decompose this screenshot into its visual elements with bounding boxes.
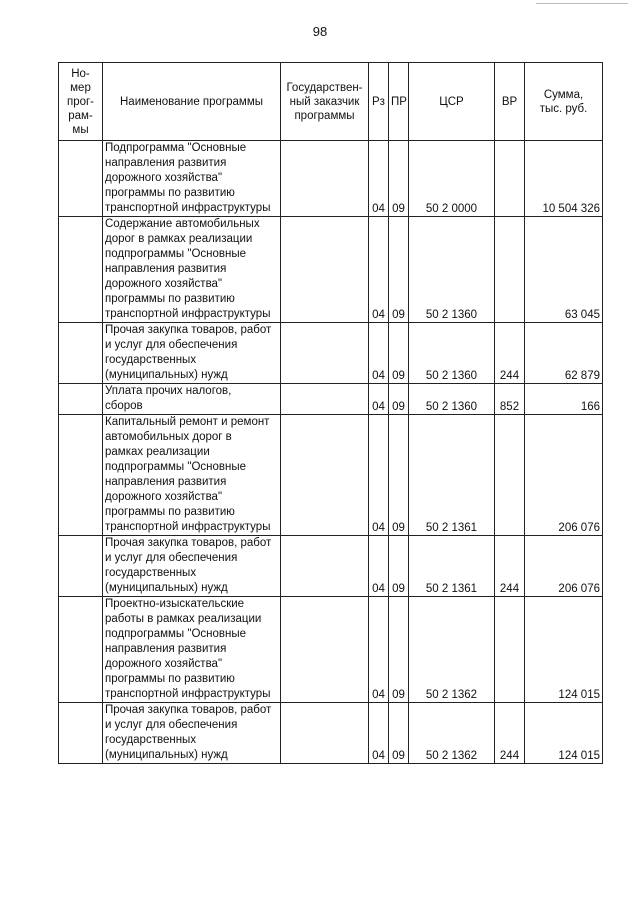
vr-cell [495,597,525,703]
pr-cell [389,597,409,703]
csr-text: 50 2 1361 [425,522,478,534]
sum-cell [525,703,603,764]
pr-cell [389,536,409,597]
table-row [59,415,603,536]
pr-text: 09 [392,309,405,321]
row-num-cell [59,597,103,703]
sum-cell [525,217,603,323]
customer-cell [281,597,369,703]
header-sum: Сумма, тыс. руб. [525,63,603,141]
rz-text: 04 [372,401,385,413]
csr-cell [409,323,495,384]
rz-text: 04 [372,203,385,215]
program-name-text: Прочая закупка товаров, работ и услуг для обеспечения государственных (муниципальных) нужд [105,324,272,381]
header-num: Но- мер прог- рам- мы [59,63,103,141]
pr-cell [389,141,409,217]
customer-cell [281,323,369,384]
program-name-cell [103,141,281,217]
sum-cell [525,597,603,703]
pr-cell [389,384,409,415]
csr-text: 50 2 1362 [425,689,478,701]
csr-cell [409,217,495,323]
csr-text: 50 2 1360 [425,309,478,321]
customer-cell [281,536,369,597]
rz-text: 04 [372,689,385,701]
csr-text: 50 2 1360 [425,370,478,382]
sum-cell [525,323,603,384]
rz-text: 04 [372,370,385,382]
rz-cell [369,384,389,415]
csr-cell [409,703,495,764]
program-name-text: Прочая закупка товаров, работ и услуг для обеспечения государственных (муниципальных) нужд [105,704,272,761]
header-vr: ВР [495,63,525,141]
pr-text: 09 [392,522,405,534]
csr-text: 50 2 1361 [425,583,478,595]
row-num-cell [59,217,103,323]
pr-cell [389,217,409,323]
rz-cell [369,536,389,597]
table-row [59,217,603,323]
sum-cell [525,415,603,536]
page-number: 98 [312,24,328,39]
row-num-cell [59,703,103,764]
header-rz: Рз [369,63,389,141]
header-name: Наименование программы [103,63,281,141]
table-row [59,141,603,217]
table-row [59,536,603,597]
vr-cell [495,141,525,217]
sum-text: 124 015 [558,689,600,701]
rz-cell [369,323,389,384]
customer-cell [281,703,369,764]
pr-cell [389,323,409,384]
vr-cell [495,384,525,415]
vr-text: 852 [499,401,520,413]
row-num-cell [59,384,103,415]
customer-cell [281,217,369,323]
table-row [59,703,603,764]
rz-cell [369,415,389,536]
budget-table [58,62,603,764]
program-name-cell [103,415,281,536]
vr-text: 244 [499,370,520,382]
rz-text: 04 [372,750,385,762]
table-row [59,384,603,415]
customer-cell [281,141,369,217]
rz-cell [369,703,389,764]
rz-cell [369,217,389,323]
header-row [59,63,603,141]
program-name-text: Капитальный ремонт и ремонт автомобильных дорог в рамках реализации подпрограммы "Основные направления развития дорожного хозяйства" программы по развитию транспортной инфраструктуры [105,416,271,533]
program-name-cell [103,536,281,597]
sum-cell [525,141,603,217]
program-name-text: Проектно-изыскательские работы в рамках реализации подпрограммы "Основные направления развития дорожного хозяйства" программы по развитию транспортной инфраструктуры [105,598,271,700]
csr-text: 50 2 0000 [425,203,478,215]
vr-cell [495,415,525,536]
vr-text: 244 [499,583,520,595]
sum-text: 10 504 326 [542,203,600,215]
rz-text: 04 [372,583,385,595]
csr-cell [409,597,495,703]
rz-text: 04 [372,522,385,534]
sum-text: 166 [580,401,600,413]
sum-text: 206 076 [558,583,600,595]
row-num-cell [59,141,103,217]
vr-cell [495,536,525,597]
customer-cell [281,384,369,415]
pr-cell [389,703,409,764]
csr-text: 50 2 1360 [425,401,478,413]
pr-cell [389,415,409,536]
header-csr: ЦСР [409,63,495,141]
sum-text: 124 015 [558,750,600,762]
customer-cell [281,415,369,536]
sum-text: 63 045 [564,309,600,321]
sum-cell [525,536,603,597]
program-name-text: Прочая закупка товаров, работ и услуг для обеспечения государственных (муниципальных) нужд [105,537,272,594]
pr-text: 09 [392,401,405,413]
vr-text: 244 [499,750,520,762]
header-customer: Государствен- ный заказчик программы [281,63,369,141]
rz-text: 04 [372,309,385,321]
csr-cell [409,384,495,415]
program-name-cell [103,384,281,415]
row-num-cell [59,415,103,536]
vr-cell [495,323,525,384]
pr-text: 09 [392,689,405,701]
csr-cell [409,415,495,536]
rz-cell [369,597,389,703]
program-name-cell [103,597,281,703]
pr-text: 09 [392,583,405,595]
table-row [59,323,603,384]
table-row [59,597,603,703]
csr-cell [409,536,495,597]
rz-cell [369,141,389,217]
program-name-cell [103,217,281,323]
csr-text: 50 2 1362 [425,750,478,762]
vr-cell [495,217,525,323]
pr-text: 09 [392,370,405,382]
program-name-text: Содержание автомобильных дорог в рамках реализации подпрограммы "Основные направления развития дорожного хозяйства" программы по развитию транспортной инфраструктуры [105,218,271,320]
sum-text: 62 879 [564,370,600,382]
top-rule [536,3,628,4]
row-num-cell [59,536,103,597]
sum-text: 206 076 [558,522,600,534]
program-name-text: Подпрограмма "Основные направления развития дорожного хозяйства" программы по развитию транспортной инфраструктуры [105,142,271,214]
sum-cell [525,384,603,415]
pr-text: 09 [392,203,405,215]
program-name-text: Уплата прочих налогов, сборов [105,385,232,412]
vr-cell [495,703,525,764]
header-pr: ПР [389,63,409,141]
program-name-cell [103,323,281,384]
csr-cell [409,141,495,217]
pr-text: 09 [392,750,405,762]
row-num-cell [59,323,103,384]
program-name-cell [103,703,281,764]
